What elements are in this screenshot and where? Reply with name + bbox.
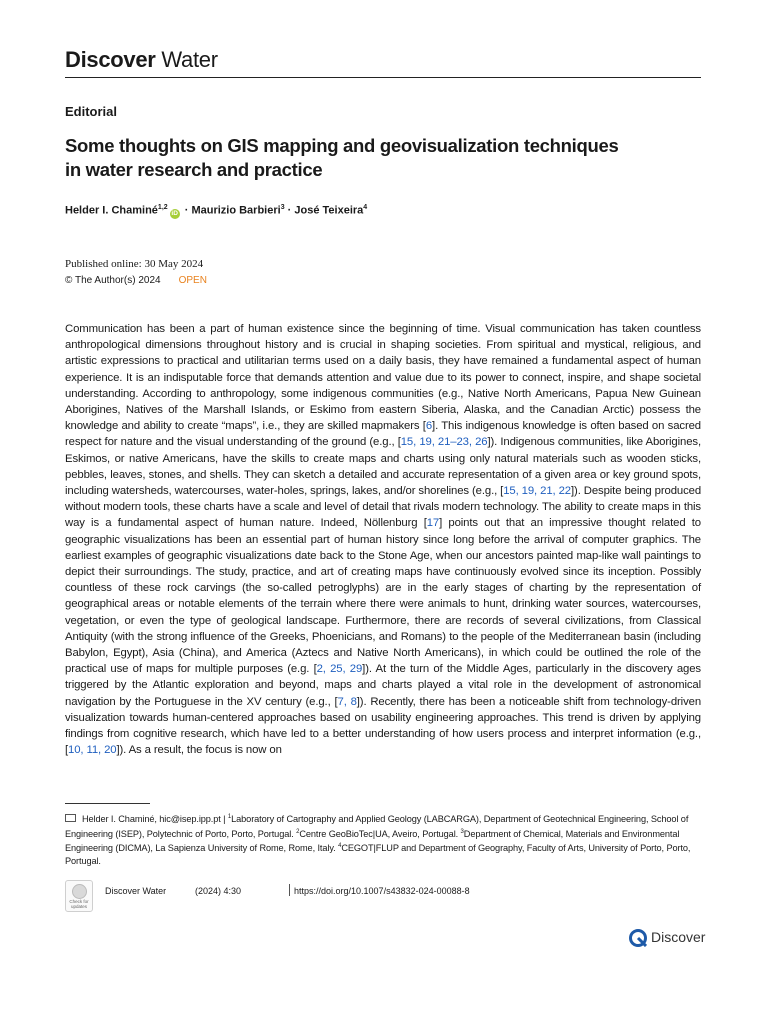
body-text-run: ]). Indigenous communities, like Aborigines, Eskimos, or native Americans, have the skills to create maps and charts using only natural materials such as wooden sticks, pebbles, leaves, stones, and shells. They can sketch a detailed and accurate representation of a given area or key ground spots, including watersheds, watercourses, water-holes, springs, lakes, and/or shorelines (e.g., [ (65, 436, 701, 498)
check-updates-label: Check for updates (69, 899, 89, 909)
citation-link[interactable]: 7, 8 (337, 695, 357, 708)
affiliation-sup: 1 (227, 814, 232, 820)
envelope-icon[interactable] (65, 814, 76, 822)
body-text-run: ]). At the turn of the Middle Ages, particularly in the discovery ages triggered by the Atlantic exploration and beyond, maps and charts played a vital role in the development of astronomical navigation by the Portuguese in the XV century (e.g., [ (65, 663, 701, 708)
journal-name-regular: Water (161, 47, 218, 72)
affiliation-text: CEGOT|FLUP and Department of Geography, Faculty of Arts, University of Porto, Porto, Portugal. (65, 843, 691, 866)
article-title-line-2: in water research and practice (65, 159, 323, 180)
citation-link[interactable]: 6 (425, 420, 433, 433)
affiliation-text: Laboratory of Cartography and Applied Geology (LABCARGA), Department of Geotechnical Engineering, School of Engineering (ISEP), Polytechnic of Porto, Porto, Portugal. (65, 814, 689, 839)
author-name[interactable]: Maurizio Barbieri (191, 204, 281, 217)
author-affiliation-sup: 4 (363, 204, 368, 211)
header-rule (65, 77, 701, 78)
author-separator: · (181, 204, 192, 217)
citation-link[interactable]: 17 (426, 517, 440, 530)
affiliation-sup: 2 (296, 828, 300, 835)
body-text-run: Communication has been a part of human existence since the beginning of time. Visual communication has taken countless anthropological dimensions throughout history and is crucial in shaping societies. From spiritual and mystical, religious, and artistic expressions to practical and utilitarian terms used on a daily basis, they have remained a fundamental aspect of human experience. It is an indisputable force that demands attention and value due to its power to connect, inspire, and shape societal understanding. According to anthropology, some indigenous communities (e.g., Native North Americans, Papua New Guinean Aborigines, Natives of the Marshall Islands, or Eskimo from eastern Siberia, Alaska, and the Canadian Arctic) possess the knowledge and ability to create “maps”, i.e., they are skilled mapmakers [ (65, 323, 701, 433)
body-text-run: ]). Despite being produced without modern tools, these charts have a scale and level of detail that rivals modern technology. The ability to create maps in this way is a fundamental aspect of human nature. Indeed, Nöllenburg [ (65, 485, 702, 530)
body-text-run: ]). As a result, the focus is now on (116, 744, 282, 757)
copyright-text: © The Author(s) 2024 (65, 275, 161, 286)
discover-logo-text: Discover (651, 929, 706, 945)
footer-volume: (2024) 4:30 (195, 886, 242, 896)
corresponding-author[interactable]: Helder I. Chaminé, hic@isep.ipp.pt | (82, 814, 228, 825)
affiliation-sup: 4 (338, 843, 342, 850)
author-separator: · (284, 204, 295, 217)
open-access-badge: OPEN (178, 275, 207, 286)
affiliation-text: Department of Chemical, Materials and Environmental Engineering (DICMA), La Sapienza University of Rome, Rome, Italy. (65, 828, 680, 854)
orcid-icon[interactable]: iD (171, 209, 178, 217)
citation-link[interactable]: 10, 11, 20 (68, 744, 117, 757)
journal-name (65, 47, 218, 73)
footer-journal: Discover Water (105, 886, 167, 896)
author-name[interactable]: Helder I. Chaminé (65, 204, 158, 217)
citation-link[interactable]: 15, 19, 21, 22 (503, 485, 571, 498)
citation-link[interactable]: 15, 19, 21–23, 26 (400, 436, 488, 449)
discover-logo-icon (629, 929, 647, 947)
author-name[interactable]: José Teixeira (294, 204, 364, 217)
journal-name-bold: Discover (65, 47, 156, 72)
body-paragraph (65, 321, 701, 758)
author-affiliation-sup: 3 (280, 204, 285, 211)
body-text-run: ]. This indigenous knowledge is often based on sacred respect for nature and the visual understanding of the ground (e.g., [ (65, 420, 701, 449)
doi-link[interactable]: https://doi.org/10.1007/s43832-024-00088-8 (294, 886, 470, 896)
footnote-rule (65, 803, 150, 804)
body-text-run: ] points out that an impressive thought related to geographic visualizations has been an essential part of human history since long before the arrival of computer graphics. The earliest examples of geographic visualizations date back to the Stone Age, when our ancestors painted map-like wall paintings to depict their surroundings. The study, practice, and art of creating maps have continuously evolved since its inception. Possibly countless of these rock carvings (the so-called petroglyphs) are in the early stages of charting by the representation of geographical areas or notable elements of the terrain where there were animals to hunt, drinking water sources, watercourses, vegetation, or even the type of geological landscape. Furthermore, there are records of several civilizations, from Classical Antiquity (with the strong influence of the Greeks, Phoenicians, and Romans) to the people of the Mediterranean basin (including Babylon, Egypt), Asia (China), and America (Aztecs and Native North Americans), in which could be outlined the role of the practical use of maps for multiple purposes (e.g. [ (65, 517, 701, 676)
article-title-line-1: Some thoughts on GIS mapping and geovisualization techniques (65, 135, 619, 156)
check-for-updates-badge[interactable] (65, 880, 93, 912)
affiliation-sup: 3 (460, 828, 464, 835)
copyright-line (65, 275, 207, 286)
citation-link[interactable]: 2, 25, 29 (316, 663, 363, 676)
article-title (65, 134, 665, 182)
affiliations-footnote (65, 811, 701, 868)
footer-separator (289, 884, 290, 896)
page-footer (65, 880, 705, 916)
check-updates-icon (72, 884, 87, 899)
article-body (65, 321, 701, 758)
affiliation-text: Centre GeoBioTec|UA, Aveiro, Portugal. (299, 828, 461, 839)
author-affiliation-sup: 1,2 (157, 204, 168, 211)
article-type: Editorial (65, 104, 118, 119)
body-text-run: ]). Recently, there has been a noticeable shift from technology-driven visualization towards human-centered approaches based on usability engineering approaches. This trend is driven by applying findings from cognitive research, which have led to a better understanding of how users process and interpret information (e.g., [ (65, 695, 702, 757)
published-date: Published online: 30 May 2024 (65, 258, 204, 270)
author-list (65, 204, 367, 219)
